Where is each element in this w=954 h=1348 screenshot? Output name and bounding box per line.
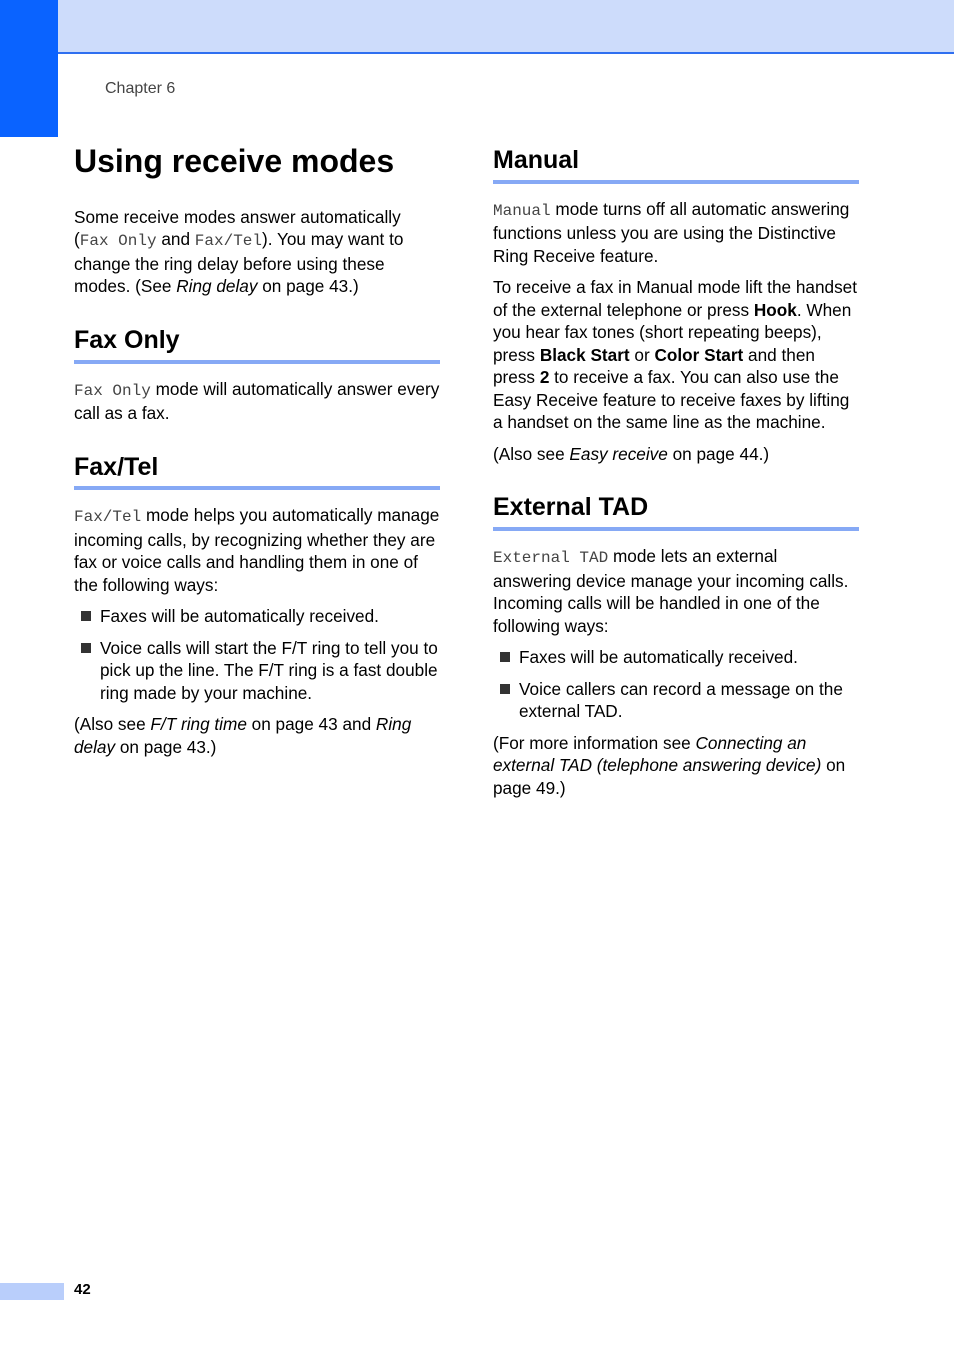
manual-also-see: (Also see Easy receive on page 44.): [493, 443, 770, 464]
manual-paragraph: Manual mode turns off all automatic answering functions unless you are using the Distinctive Ring Receive feature.: [493, 198, 850, 266]
left-column: [74, 143, 440, 767]
list-item: Faxes will be automatically received.: [493, 646, 859, 669]
ring-delay-ref[interactable]: Ring delay: [176, 276, 258, 297]
fax-tel-list: [74, 605, 440, 704]
square-bullet-icon: [500, 684, 510, 694]
connecting-external-tad-ref[interactable]: Connecting an external TAD (telephone answering device): [493, 732, 822, 775]
manual-instructions: To receive a fax in Manual mode lift the handset of the external telephone or press Hook. When you hear fax tones (short repeating beeps), press Black Start or Color Start and then press 2 to receive a fax. You can also use the Easy Receive feature to receive faxes by lifting a handset on the same line as the machine.: [493, 277, 858, 433]
square-bullet-icon: [81, 643, 91, 653]
list-item: Voice callers can record a message on the external TAD.: [493, 678, 859, 723]
right-column: [493, 146, 859, 808]
fax-tel-paragraph: Fax/Tel mode helps you automatically manage incoming calls, by recognizing whether they are fax or voice calls and handling them in one of the following ways:: [74, 505, 440, 595]
heading-external-tad: External TAD: [493, 493, 859, 531]
heading-manual: Manual: [493, 146, 859, 184]
color-start-key: Color Start: [654, 344, 744, 365]
chapter-label: Chapter 6: [105, 80, 176, 97]
footer-bar: [0, 1283, 64, 1300]
external-tad-paragraph: External TAD mode lets an external answering device manage your incoming calls. Incoming calls will be handled in one of the following ways:: [493, 546, 849, 636]
heading-fax-tel: Fax/Tel: [74, 453, 440, 491]
header-band: [0, 0, 954, 54]
mode-fax-tel: Fax/Tel: [194, 232, 262, 251]
intro-paragraph: Some receive modes answer automatically (Fax Only and Fax/Tel). You may want to change the ring delay before using these modes. (See Ring delay on page 43.): [74, 206, 404, 297]
fax-only-paragraph: Fax Only mode will automatically answer every call as a fax.: [74, 378, 440, 424]
easy-receive-ref[interactable]: Easy receive: [569, 443, 668, 464]
list-item: Voice calls will start the F/T ring to tell you to pick up the line. The F/T ring is a fast double ring made by your machine.: [74, 637, 440, 705]
ft-ring-time-ref[interactable]: F/T ring time: [150, 714, 247, 735]
fax-tel-also-see: (Also see F/T ring time on page 43 and Ring delay on page 43.): [74, 714, 412, 757]
key-2: 2: [539, 367, 550, 388]
hook-key: Hook: [753, 299, 797, 320]
page-title: Using receive modes: [74, 143, 395, 179]
list-item: Faxes will be automatically received.: [74, 605, 440, 628]
square-bullet-icon: [500, 652, 510, 662]
black-start-key: Black Start: [539, 344, 630, 365]
square-bullet-icon: [81, 611, 91, 621]
heading-fax-only: Fax Only: [74, 326, 440, 364]
ring-delay-ref[interactable]: Ring delay: [74, 714, 412, 757]
chapter-tab: [0, 0, 58, 137]
mode-fax-only: Fax Only: [79, 232, 157, 251]
page-number: 42: [74, 1281, 91, 1298]
external-tad-list: [493, 646, 859, 723]
external-tad-more-info: (For more information see Connecting an external TAD (telephone answering device) on page 49.): [493, 732, 846, 798]
